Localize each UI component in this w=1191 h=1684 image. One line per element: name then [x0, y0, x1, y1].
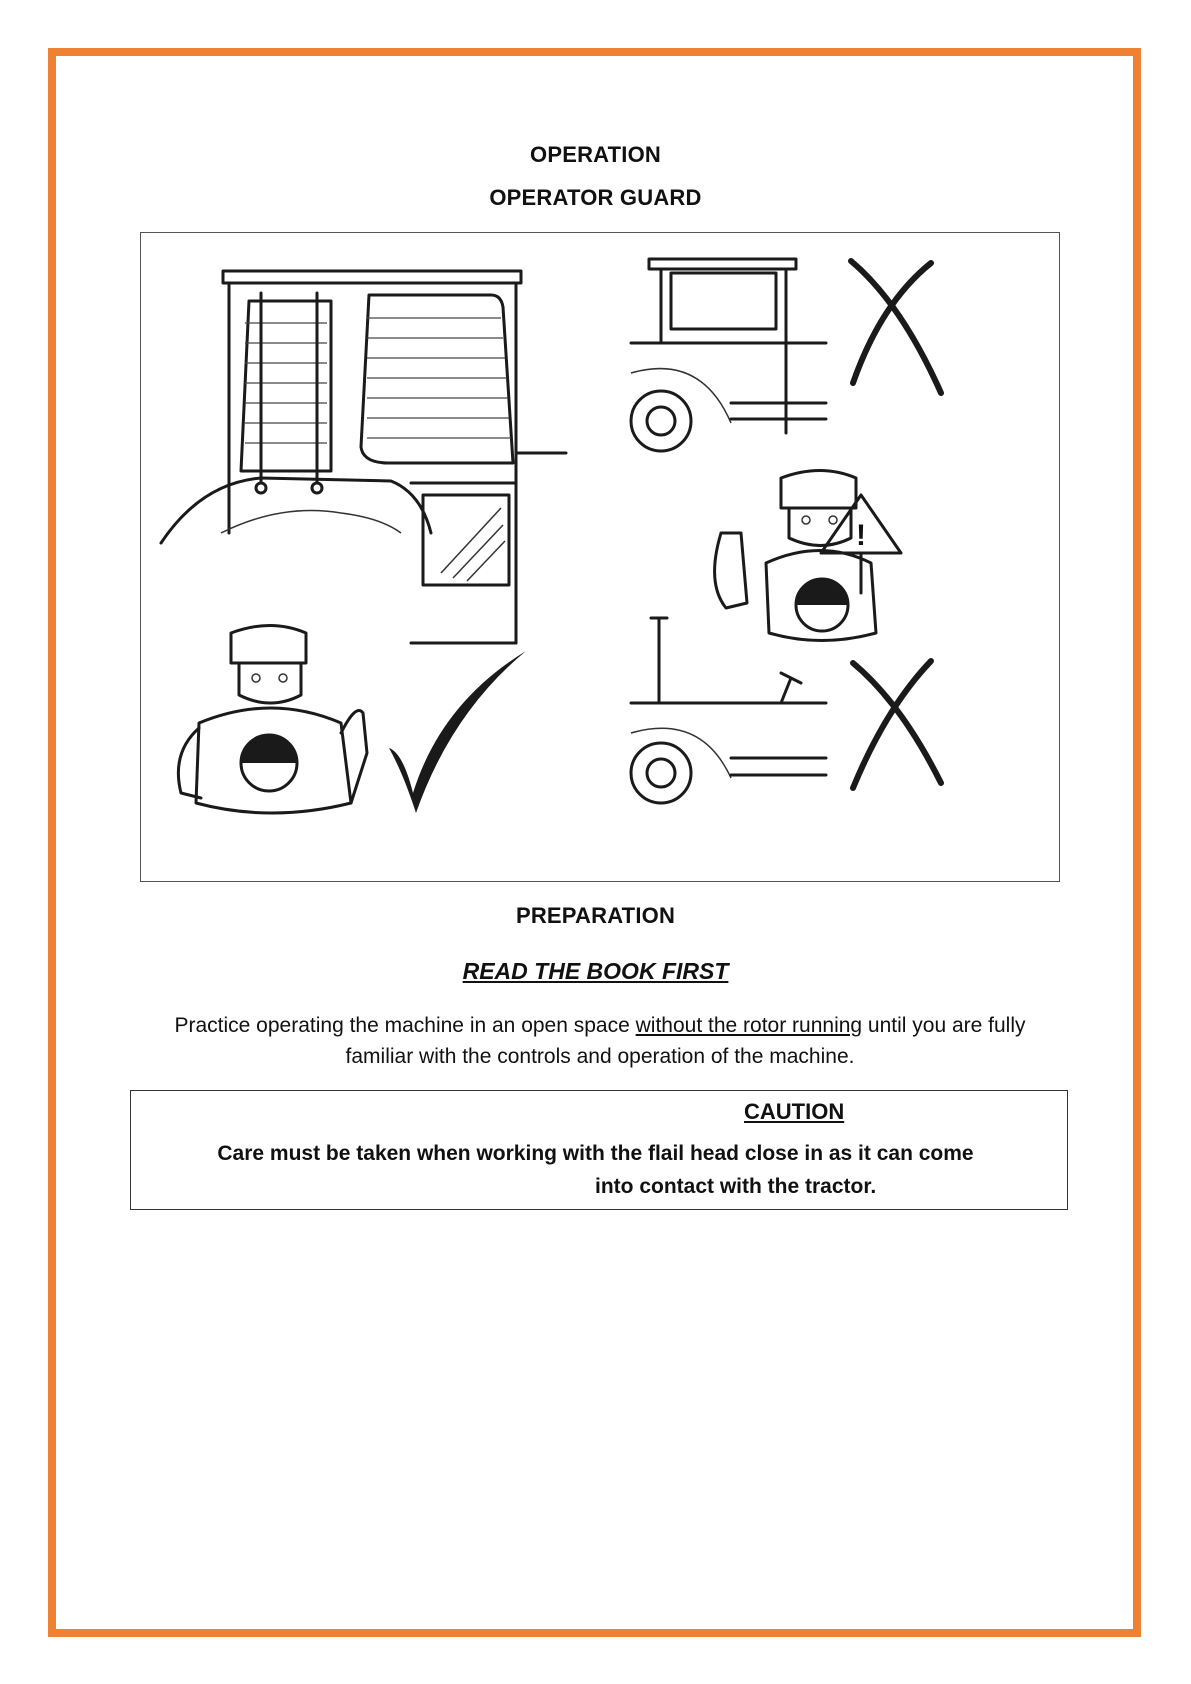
practice-paragraph	[140, 1010, 1060, 1072]
subsection-title: OPERATOR GUARD	[489, 185, 702, 210]
caution-title: CAUTION	[744, 1099, 845, 1124]
caution-text-line1: Care must be taken when working with the flail head close in as it can come	[217, 1142, 974, 1165]
caution-text-line2: into contact with the tractor.	[595, 1175, 877, 1198]
paragraph-text-after: until you are fully familiar with the controls and operation of the machine.	[345, 1014, 1026, 1068]
tractor-cab-with-mesh-guard	[161, 271, 566, 643]
operator-guard-illustration	[140, 232, 1060, 882]
paragraph-text-before: Practice operating the machine in an open space	[174, 1014, 636, 1037]
cross-icon	[853, 661, 941, 788]
tractor-cab-without-guard	[631, 259, 826, 451]
preparation-heading: PREPARATION	[515, 903, 676, 928]
mascot-stop-warning	[715, 471, 901, 641]
mascot-thumbs-up	[178, 626, 367, 814]
check-icon	[389, 651, 526, 813]
read-book-first: READ THE BOOK FIRST	[462, 958, 729, 984]
section-title: OPERATION	[530, 142, 661, 167]
tractor-without-cab	[631, 618, 826, 803]
svg-text:!: !	[856, 519, 866, 552]
cross-icon	[851, 261, 941, 393]
paragraph-text-underlined: without the rotor running	[635, 1014, 863, 1037]
